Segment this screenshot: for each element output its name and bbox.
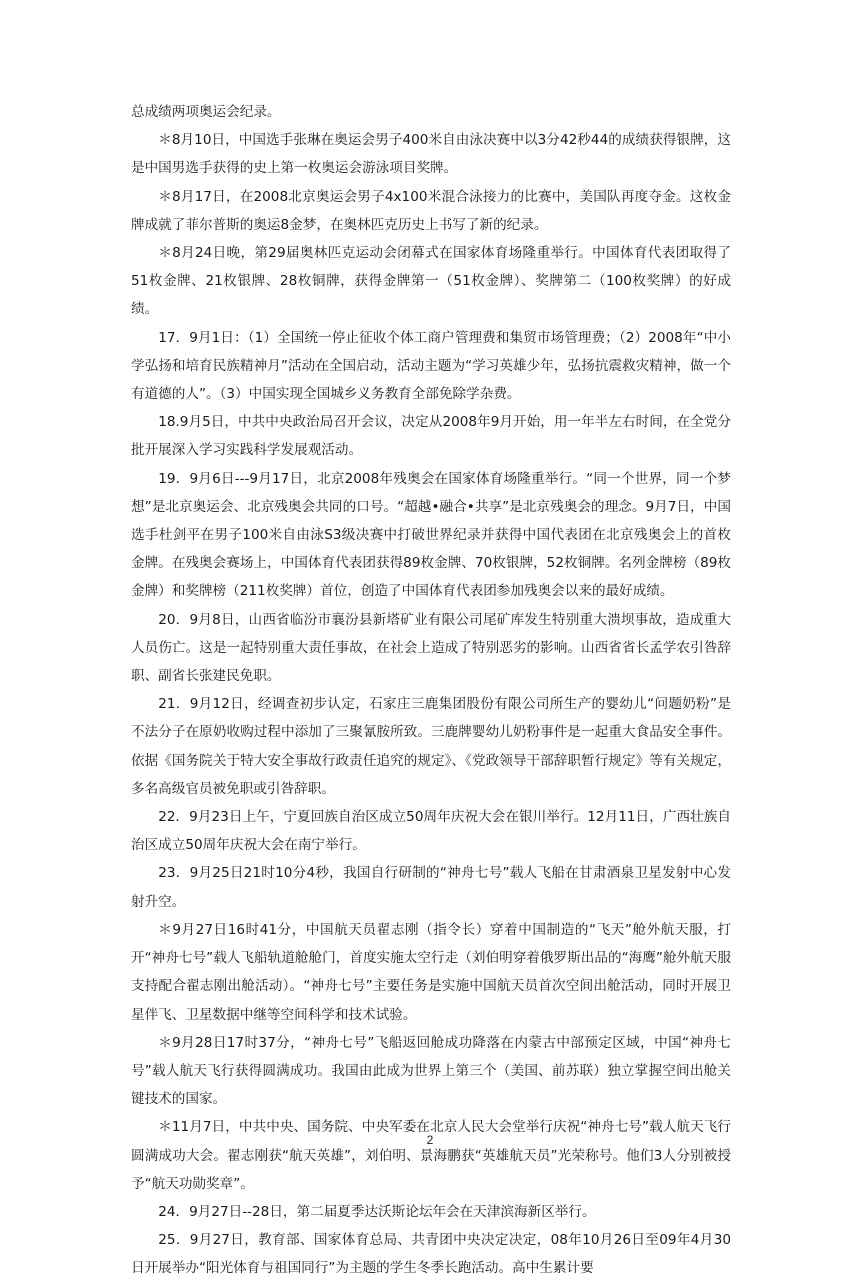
paragraph: ＊9月27日16时41分，中国航天员翟志刚（指令长）穿着中国制造的“飞天”舱外航天服，打开“神舟七号”载人飞船轨道舱舱门，首度实施太空行走（刘伯明穿着俄罗斯出品的“海鹰”舱外航天服支持配合翟志刚出舱活动）。“神舟七号”主要任务是实施中国航天员首次空间出舱活动，同时开展卫星伴飞、卫星数据中继等空间科学和技术试验。: [131, 921, 731, 1023]
paragraph: ＊8月17日，在2008北京奥运会男子4x100米混合泳接力的比赛中，美国队再度夺金。这枚金牌成就了菲尔普斯的奥运8金梦，在奥林匹克历史上书写了新的纪录。: [131, 188, 731, 233]
paragraph: 20．9月8日，山西省临汾市襄汾县新塔矿业有限公司尾矿库发生特别重大溃坝事故，造成重大人员伤亡。这是一起特别重大责任事故，在社会上造成了特别恶劣的影响。山西省省长孟学农引咎辞职、副省长张建民免职。: [131, 611, 731, 685]
paragraph: 24．9月27日--28日，第二届夏季达沃斯论坛年会在天津滨海新区举行。: [158, 1203, 596, 1220]
paragraph: 17．9月1日：（1）全国统一停止征收个体工商户管理费和集贸市场管理费；（2）2008年“中小学弘扬和培育民族精神月”活动在全国启动，活动主题为“学习英雄少年，弘扬抗震救灾精神，做一个有道德的人”。（3）中国实现全国城乡义务教育全部免除学杂费。: [131, 329, 731, 403]
paragraph: 总成绩两项奥运会纪录。: [131, 104, 281, 120]
paragraph: 19．9月6日---9月17日，北京2008年残奥会在国家体育场隆重举行。“同一个世界，同一个梦想”是北京奥运会、北京残奥会共同的口号。“超越•融合•共享”是北京残奥会的理念。9月7日，中国选手杜剑平在男子100米自由泳S3级决赛中打破世界纪录并获得中国代表团在北京残奥会上的首枚金牌。在残奥会赛场上，中国体育代表团获得89枚金牌、70枚银牌，52枚铜牌。名列金牌榜（89枚金牌）和奖牌榜（211枚奖牌）首位，创造了中国体育代表团参加残奥会以来的最好成绩。: [131, 470, 731, 600]
page-number: 2: [426, 1133, 434, 1147]
document-body: [131, 98, 731, 1283]
paragraph: ＊8月24日晚，第29届奥林匹克运动会闭幕式在国家体育场隆重举行。中国体育代表团取得了51枚金牌、21枚银牌、28枚铜牌，获得金牌第一（51枚金牌）、奖牌第二（100枚奖牌）的好成绩。: [131, 245, 731, 318]
paragraph: ＊8月10日，中国选手张琳在奥运会男子400米自由泳决赛中以3分42秒44的成绩获得银牌，这是中国男选手获得的史上第一枚奥运会游泳项目奖牌。: [131, 132, 731, 177]
paragraph: 18.9月5日，中共中央政治局召开会议，决定从2008年9月开始，用一年半左右时间，在全党分批开展深入学习实践科学发展观活动。: [131, 414, 731, 459]
paragraph: 23．9月25日21时10分4秒，我国自行研制的“神舟七号”载人飞船在甘肃酒泉卫星发射中心发射升空。: [131, 865, 731, 910]
paragraph: ＊9月28日17时37分，“神舟七号”飞船返回舱成功降落在内蒙古中部预定区域，中国“神舟七号”载人航天飞行获得圆满成功。我国由此成为世界上第三个（美国、前苏联）独立掌握空间出舱关键技术的国家。: [131, 1034, 731, 1108]
paragraph: 21．9月12日，经调查初步认定，石家庄三鹿集团股份有限公司所生产的婴幼儿“问题奶粉”是不法分子在原奶收购过程中添加了三聚氰胺所致。三鹿牌婴幼儿奶粉事件是一起重大食品安全事件。依据《国务院关于特大安全事故行政责任追究的规定》、《党政领导干部辞职暂行规定》等有关规定，多名高级官员被免职或引咎辞职。: [131, 696, 731, 797]
paragraph: 25．9月27日，教育部、国家体育总局、共青团中央决定决定，08年10月26日至09年4月30日开展举办“阳光体育与祖国同行”为主题的学生冬季长跑活动。高中生累计要: [131, 1232, 731, 1277]
paragraph: ＊11月7日，中共中央、国务院、中央军委在北京人民大会堂举行庆祝“神舟七号”载人航天飞行圆满成功大会。翟志刚获“航天英雄”，刘伯明、景海鹏获“英雄航天员”光荣称号。他们3人分别被授予“航天功勋奖章”。: [131, 1119, 731, 1192]
paragraph: 22．9月23日上午，宁夏回族自治区成立50周年庆祝大会在银川举行。12月11日，广西壮族自治区成立50周年庆祝大会在南宁举行。: [131, 809, 731, 854]
